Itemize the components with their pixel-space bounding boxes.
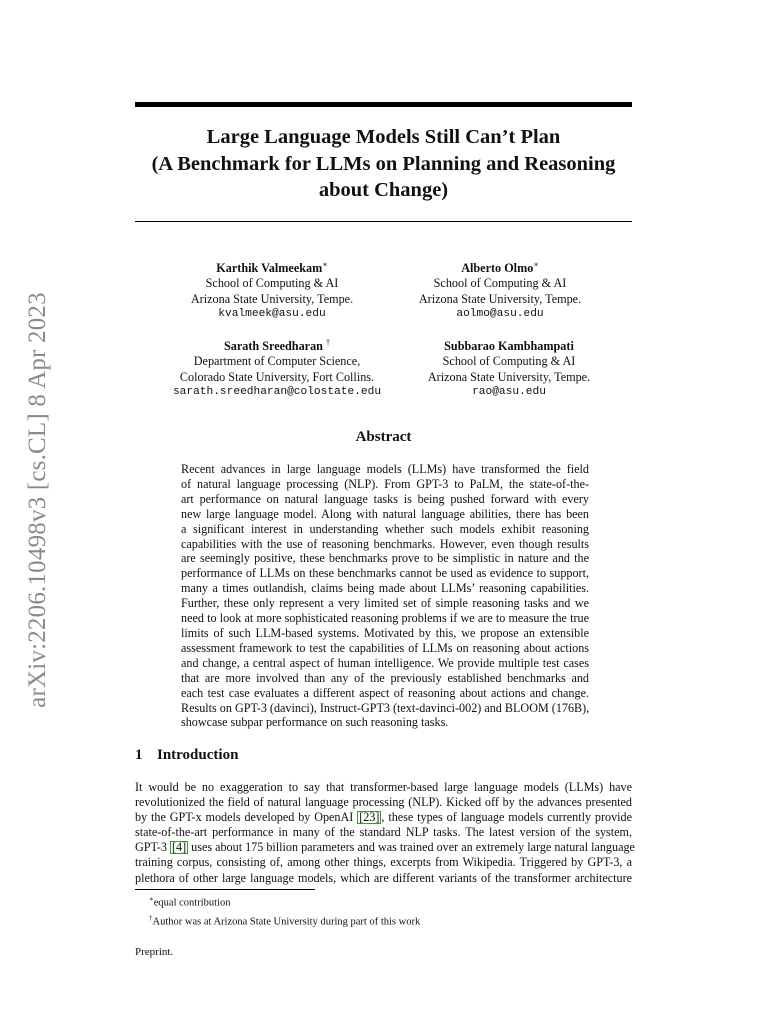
body-line: It would be no exaggeration to say that transformer-based large language models (LLMs) have bbox=[135, 780, 632, 794]
title-top-rule bbox=[135, 102, 632, 107]
author-email[interactable]: aolmo@asu.edu bbox=[456, 308, 544, 321]
author-name: Subbarao Kambhampati bbox=[444, 339, 574, 354]
author-block bbox=[379, 335, 639, 401]
footnotes bbox=[149, 892, 420, 930]
abstract-body bbox=[181, 462, 589, 730]
title-line: Large Language Models Still Can’t Plan bbox=[206, 126, 561, 148]
author-affiliation: School of Computing & AI bbox=[442, 354, 576, 369]
abstract-line: Recent advances in large language models (LLMs) have transformed the field bbox=[181, 462, 589, 476]
author-block bbox=[370, 257, 630, 323]
title-bottom-rule bbox=[135, 221, 632, 222]
body-line: revolutionized the field of natural language processing (NLP). Kicked off by the advances presented bbox=[135, 795, 632, 810]
abstract-line: showcase subpar performance on such reasoning tasks. bbox=[181, 715, 449, 730]
citation-link[interactable]: [4] bbox=[171, 840, 187, 855]
abstract-line: many a times outlandish, claims being made about LLMs’ reasoning capabilities. bbox=[181, 581, 589, 596]
abstract-line: assessment framework to test the capabilities of LLMs on reasoning about actions bbox=[181, 640, 589, 655]
abstract-line: performance of LLMs on these benchmarks cannot be used as evidence to support, bbox=[181, 566, 589, 581]
author-institution: Arizona State University, Tempe. bbox=[418, 291, 582, 306]
author-name: Sarath Sreedharan † bbox=[223, 338, 331, 354]
abstract-line: limits of such LLM-based systems. Motivated by this, we propose an extensible bbox=[181, 625, 589, 640]
body-line: state-of-the-art performance in many of the standard NLP tasks. The latest version of the system, bbox=[135, 825, 632, 840]
section-heading bbox=[135, 747, 238, 764]
abstract-line: that are more involved than any of the previously established benchmarks and bbox=[181, 670, 589, 685]
author-institution: Colorado State University, Fort Collins. bbox=[179, 369, 375, 384]
body-line: GPT-3 [4] uses about 175 billion parameters and was trained over an extremely large natural language bbox=[135, 840, 635, 855]
introduction-body bbox=[135, 780, 635, 886]
abstract-line: art performance on natural language tasks is being pushed forward with every bbox=[181, 491, 589, 506]
abstract-line: are seemingly positive, these benchmarks prove to be simplistic in nature and the bbox=[181, 551, 589, 566]
abstract-line: Results on GPT-3 (davinci), Instruct-GPT3 (text-davinci-002) and BLOOM (176B), bbox=[181, 700, 590, 715]
paper-title bbox=[135, 124, 632, 204]
abstract-line: capabilities with the use of reasoning benchmarks. However, even though results bbox=[181, 536, 589, 551]
section-title: Introduction bbox=[157, 747, 239, 763]
body-line: by the GPT-x models developed by OpenAI [23] , these types of language models currently provide bbox=[135, 810, 632, 825]
section-number: 1 bbox=[135, 747, 143, 763]
abstract-line: a significant interest in understanding whether such models exhibit reasoning bbox=[181, 521, 589, 536]
author-name: Karthik Valmeekam∗ bbox=[216, 260, 328, 276]
title-line: (A Benchmark for LLMs on Planning and Reasoning bbox=[151, 152, 616, 175]
title-line: about Change) bbox=[318, 179, 449, 201]
author-email[interactable]: sarath.sreedharan@colostate.edu bbox=[172, 386, 382, 399]
citation-link[interactable]: [23] bbox=[359, 810, 380, 825]
author-affiliation: School of Computing & AI bbox=[433, 276, 567, 291]
abstract-line: each test case evaluates a different aspect of reasoning about actions and change. bbox=[181, 685, 589, 700]
abstract-line: need to look at more sophisticated reasoning problems if we are to measure the true bbox=[181, 611, 589, 626]
abstract-line: of natural language processing (NLP). From GPT-3 to PaLM, the state-of-the- bbox=[181, 476, 589, 491]
author-name: Alberto Olmo∗ bbox=[461, 260, 539, 276]
footnote-rule bbox=[135, 889, 315, 890]
author-email[interactable]: rao@asu.edu bbox=[472, 386, 546, 399]
body-line: training corpus, consisting of, among other things, excerpts from Wikipedia. Triggered by GPT-3, a bbox=[135, 855, 632, 870]
body-line: plethora of other large language models, which are different variants of the transformer architecture bbox=[135, 870, 632, 885]
author-affiliation: School of Computing & AI bbox=[205, 276, 339, 291]
preprint-label: Preprint. bbox=[135, 946, 174, 958]
author-institution: Arizona State University, Tempe. bbox=[190, 291, 354, 306]
footnote: †Author was at Arizona State University during part of this work bbox=[149, 914, 421, 928]
author-email[interactable]: kvalmeek@asu.edu bbox=[218, 308, 326, 321]
author-block bbox=[147, 335, 407, 401]
arxiv-identifier: arXiv:2206.10498v3 [cs.CL] 8 Apr 2023 bbox=[24, 292, 51, 708]
footnote: ∗equal contribution bbox=[149, 895, 231, 909]
abstract-heading: Abstract bbox=[355, 429, 412, 445]
author-block bbox=[142, 257, 402, 323]
abstract-line: Further, these only represent a very limited set of simple reasoning tasks and we bbox=[181, 596, 589, 611]
author-affiliation: Department of Computer Science, bbox=[193, 354, 361, 369]
abstract-line: new large language model. Along with natural language abilities, there has been bbox=[181, 506, 589, 521]
abstract-line: and change, a central aspect of human intelligence. We provide multiple test cases bbox=[181, 655, 589, 670]
author-institution: Arizona State University, Tempe. bbox=[427, 369, 591, 384]
